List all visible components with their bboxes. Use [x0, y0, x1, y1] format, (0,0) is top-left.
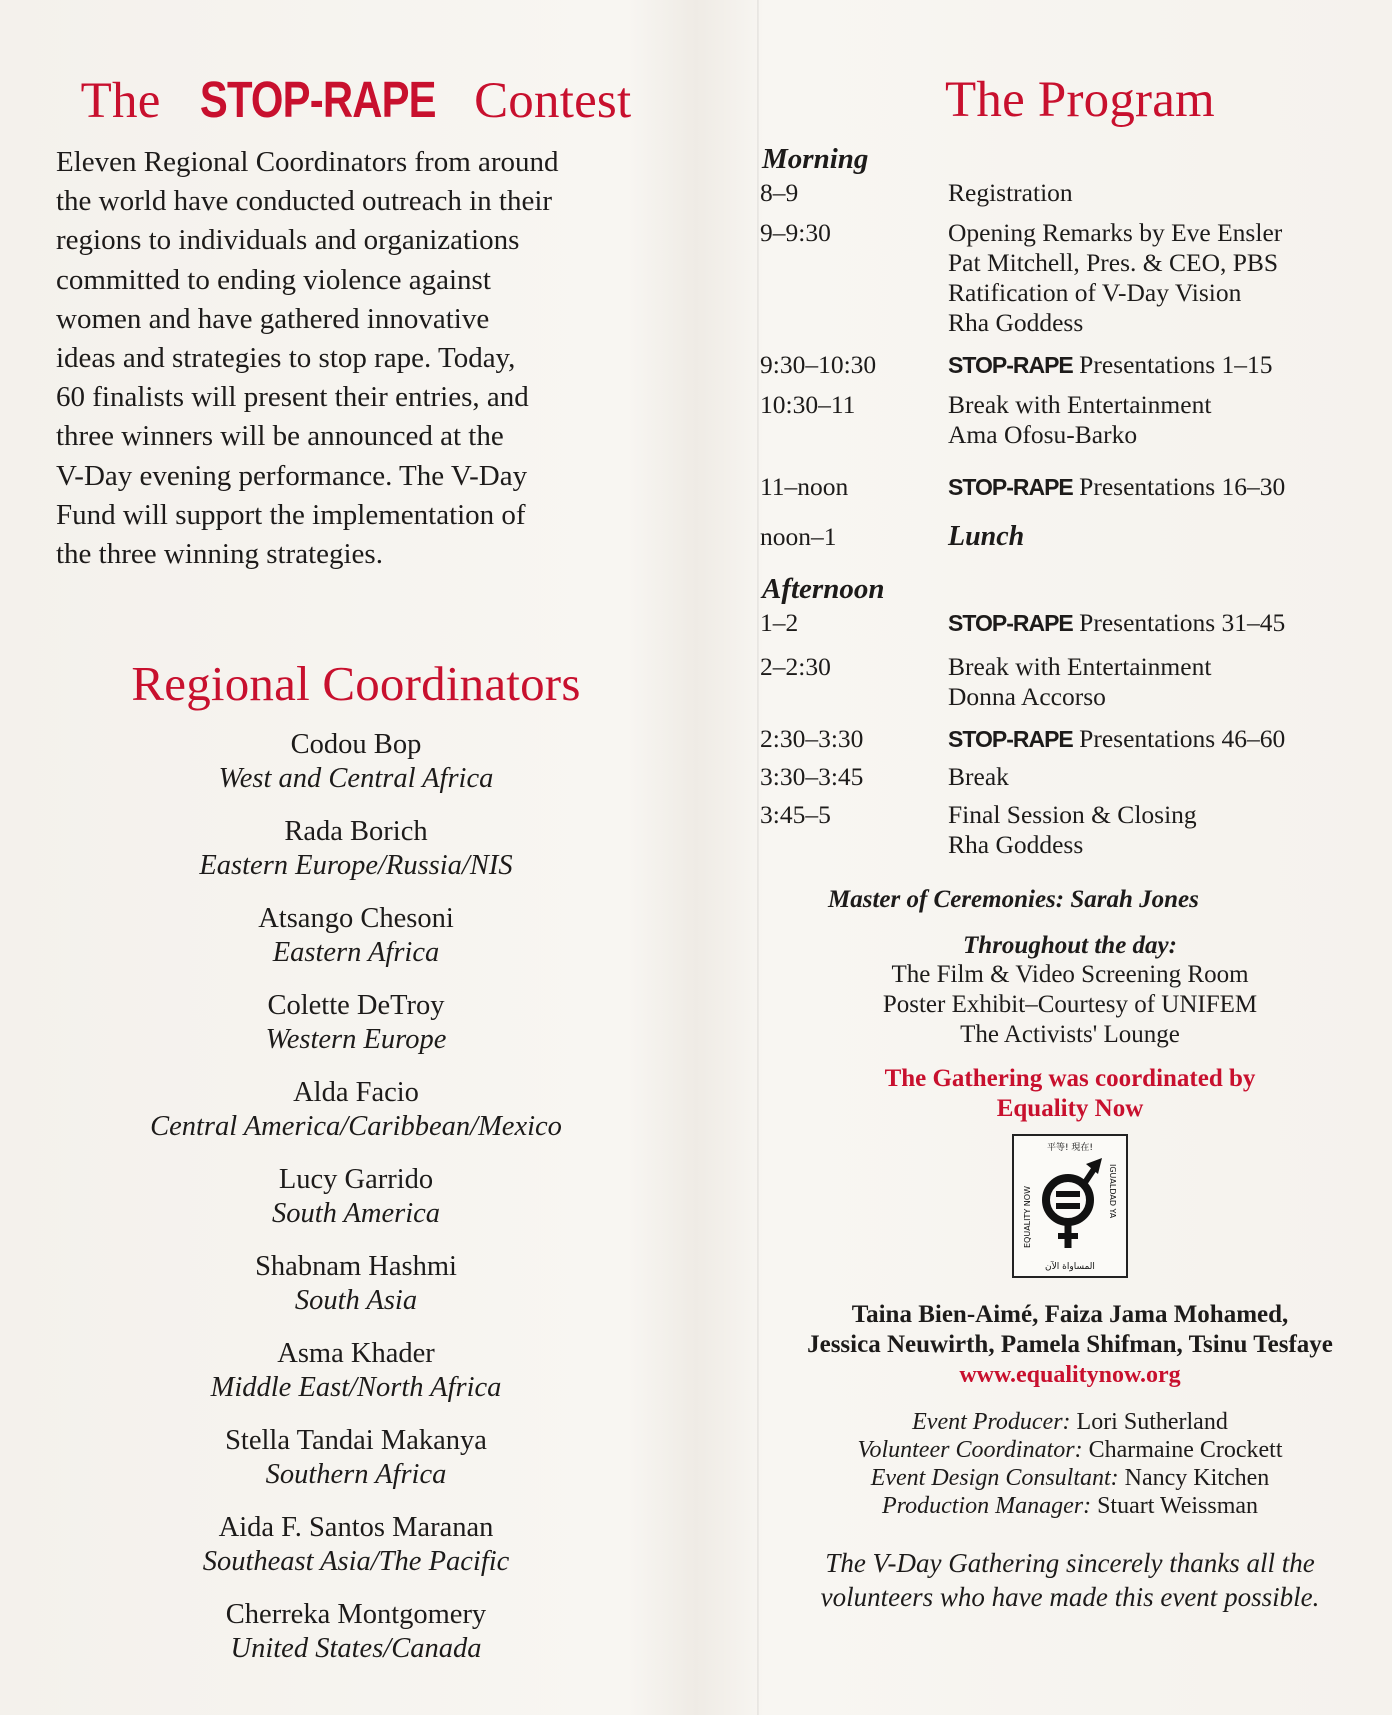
coordinator-item: [56, 989, 656, 1057]
contest-title-brand: STOP-RAPE: [199, 71, 436, 128]
coordinator-name: Cherreka Montgomery: [225, 1599, 487, 1631]
schedule-line: Break: [948, 762, 1009, 791]
schedule-line: Break with Entertainment: [948, 390, 1212, 419]
coordinator-name: Asma Khader: [277, 1338, 435, 1370]
coordinator-item: [56, 1511, 656, 1579]
master-of-ceremonies: Master of Ceremonies: Sarah Jones: [828, 886, 1199, 913]
coordinator-item: [56, 1250, 656, 1318]
throughout-item: The Film & Video Screening Room: [891, 961, 1249, 988]
right-column: [760, 70, 1350, 1614]
schedule-row: [760, 800, 1350, 860]
credit-name: Nancy Kitchen: [1124, 1465, 1270, 1491]
contest-intro: [56, 143, 656, 574]
schedule-row: [760, 350, 1350, 380]
staff-line: Taina Bien-Aimé, Faiza Jama Mohamed,: [851, 1301, 1289, 1328]
intro-line: ideas and strategies to stop rape. Today,: [56, 342, 516, 375]
throughout-item: Poster Exhibit–Courtesy of UNIFEM: [882, 991, 1258, 1018]
stop-rape-label: STOP-RAPE: [948, 610, 1073, 636]
coordinator-item: [56, 1337, 656, 1405]
left-column: [56, 70, 656, 1685]
schedule-time: 10:30–11: [760, 390, 856, 419]
schedule-desc: [948, 724, 1350, 754]
credit-name: Charmaine Crockett: [1088, 1437, 1283, 1463]
schedule-time: 2:30–3:30: [760, 724, 864, 753]
intro-line: three winners will be announced at the: [56, 420, 504, 453]
schedule-desc: [948, 390, 1350, 450]
schedule-row: [760, 652, 1350, 712]
schedule-desc: [948, 608, 1350, 638]
coordinator-item: [56, 902, 656, 970]
schedule-line: [948, 472, 1350, 502]
schedule-row: [760, 762, 1350, 792]
logo-bottom-text: المساواة الآن: [1045, 1262, 1095, 1272]
schedule-line: Donna Accorso: [948, 682, 1106, 711]
schedule-row: [760, 218, 1350, 338]
schedule-time: 9–9:30: [760, 218, 831, 247]
intro-line: Fund will support the implementation of: [56, 498, 526, 531]
schedule-row: [760, 390, 1350, 450]
contest-title: [56, 70, 656, 131]
schedule-line: Pat Mitchell, Pres. & CEO, PBS: [948, 248, 1279, 277]
equality-symbol-icon: [1014, 1136, 1126, 1276]
stop-rape-label: STOP-RAPE: [948, 474, 1073, 500]
credit-role: Production Manager:: [881, 1493, 1092, 1519]
logo-right-text: IGUALDAD YA: [1108, 1164, 1117, 1219]
intro-line: committed to ending violence against: [56, 263, 491, 296]
schedule-time: 9:30–10:30: [760, 350, 877, 379]
schedule-time: 8–9: [760, 178, 799, 207]
schedule-line: Rha Goddess: [948, 830, 1084, 859]
coordinator-name: Atsango Chesoni: [258, 903, 454, 935]
schedule-time: noon–1: [760, 522, 837, 551]
thanks-note: [790, 1546, 1350, 1614]
schedule-desc: [948, 800, 1350, 860]
schedule-time: 1–2: [760, 608, 799, 637]
equality-now-logo: [1012, 1134, 1128, 1278]
coordinator-item: [56, 815, 656, 883]
credit-line: [790, 1464, 1350, 1492]
credit-role: Event Producer:: [912, 1409, 1071, 1435]
schedule-line: [948, 350, 1350, 380]
stop-rape-label: STOP-RAPE: [948, 726, 1073, 752]
schedule-line: Final Session & Closing: [948, 800, 1197, 829]
coordinator-region: United States/Canada: [230, 1633, 482, 1665]
coordinator-region: West and Central Africa: [218, 763, 494, 795]
credit-role: Event Design Consultant:: [870, 1465, 1119, 1491]
schedule-desc: [948, 350, 1350, 380]
throughout-title: Throughout the day:: [963, 932, 1177, 959]
coordinators-title: Regional Coordinators: [131, 656, 581, 712]
intro-line: women and have gathered innovative: [56, 302, 490, 335]
stop-rape-label: STOP-RAPE: [948, 352, 1073, 378]
schedule-time: 2–2:30: [760, 652, 831, 681]
schedule-row: [760, 608, 1350, 638]
coordinator-name: Shabnam Hashmi: [255, 1251, 457, 1283]
schedule-time: 3:30–3:45: [760, 762, 864, 791]
coordinator-name: Aida F. Santos Maranan: [218, 1512, 494, 1544]
throughout-item: The Activists' Lounge: [960, 1021, 1180, 1048]
credit-line: [790, 1436, 1350, 1464]
schedule-line: Rha Goddess: [948, 308, 1084, 337]
coordinator-item: [56, 1076, 656, 1144]
intro-line: Eleven Regional Coordinators from around: [56, 146, 559, 178]
credit-name: Lori Sutherland: [1076, 1409, 1228, 1435]
contest-title-prefix: The: [80, 73, 161, 129]
coordinator-region: Eastern Africa: [272, 937, 440, 969]
gathering-line: The Gathering was coordinated by: [884, 1065, 1256, 1092]
schedule-line: [948, 608, 1350, 638]
schedule-desc: [948, 522, 1350, 552]
website-link[interactable]: www.equalitynow.org: [959, 1362, 1181, 1388]
intro-line: the three winning strategies.: [56, 538, 383, 571]
credit-line: [790, 1408, 1350, 1436]
program-title: The Program: [945, 72, 1215, 128]
schedule-row: [760, 178, 1350, 208]
coordinator-name: Stella Tandai Makanya: [225, 1425, 487, 1457]
coordinator-item: [56, 728, 656, 796]
intro-line: 60 finalists will present their entries, and: [56, 381, 529, 414]
coordinator-region: Southeast Asia/The Pacific: [202, 1546, 510, 1578]
credit-role: Volunteer Coordinator:: [857, 1437, 1083, 1463]
logo-left-text: EQUALITY NOW: [1023, 1185, 1032, 1248]
credit-line: [790, 1492, 1350, 1520]
thanks-line: volunteers who have made this event possible.: [820, 1582, 1320, 1612]
schedule-line: Ratification of V-Day Vision: [948, 278, 1242, 307]
coordinator-name: Rada Borich: [284, 816, 428, 848]
coordinator-region: South America: [271, 1198, 441, 1230]
staff-line: Jessica Neuwirth, Pamela Shifman, Tsinu Tesfaye: [807, 1331, 1333, 1358]
coordinators-list: [56, 728, 656, 1666]
coordinator-name: Colette DeTroy: [267, 990, 445, 1022]
schedule-line-text: Presentations 31–45: [1079, 608, 1286, 637]
staff-names: [790, 1300, 1350, 1360]
schedule-time: 3:45–5: [760, 800, 831, 829]
schedule-time: 11–noon: [760, 472, 849, 501]
contest-title-suffix: Contest: [474, 73, 632, 129]
coordinator-region: Middle East/North Africa: [210, 1372, 502, 1404]
schedule-line: Ama Ofosu-Barko: [948, 420, 1138, 449]
coordinator-region: Central America/Caribbean/Mexico: [150, 1111, 562, 1143]
morning-heading: Morning: [762, 143, 869, 175]
schedule-desc: [948, 178, 1350, 208]
throughout-block: [790, 932, 1350, 1614]
credits-list: [790, 1408, 1350, 1520]
schedule-row: [760, 724, 1350, 754]
schedule-desc: [948, 472, 1350, 502]
coordinator-name: Alda Facio: [293, 1077, 419, 1109]
page-fold: [757, 0, 759, 1715]
coordinator-item: [56, 1163, 656, 1231]
afternoon-heading: Afternoon: [762, 573, 885, 605]
schedule-line-text: Presentations 46–60: [1079, 724, 1286, 753]
coordinator-region: Southern Africa: [265, 1459, 447, 1491]
coordinator-region: South Asia: [294, 1285, 418, 1317]
coordinator-region: Eastern Europe/Russia/NIS: [199, 850, 513, 882]
coordinator-name: Lucy Garrido: [278, 1164, 434, 1196]
schedule-line: Break with Entertainment: [948, 652, 1212, 681]
coordinator-name: Codou Bop: [290, 729, 422, 761]
intro-line: regions to individuals and organizations: [56, 224, 520, 257]
schedule-desc: [948, 218, 1350, 338]
schedule-line-text: Presentations 16–30: [1079, 472, 1286, 501]
gathering-coordinated: [790, 1064, 1350, 1124]
lunch-label: Lunch: [948, 521, 1025, 552]
coordinator-item: [56, 1424, 656, 1492]
schedule-desc: [948, 652, 1350, 712]
credit-name: Stuart Weissman: [1097, 1493, 1259, 1519]
schedule-line: [948, 724, 1350, 754]
intro-line: the world have conducted outreach in their: [56, 185, 553, 218]
coordinator-item: [56, 1598, 656, 1666]
schedule-row: [760, 472, 1350, 502]
gathering-line: Equality Now: [996, 1095, 1144, 1122]
schedule-line: Registration: [948, 178, 1073, 207]
schedule-line-text: Presentations 1–15: [1079, 350, 1273, 379]
schedule-desc: [948, 762, 1350, 792]
schedule-row-lunch: [760, 522, 1350, 552]
logo-top-text: 平等! 現在!: [1046, 1143, 1094, 1153]
coordinator-region: Western Europe: [265, 1024, 447, 1056]
thanks-line: The V-Day Gathering sincerely thanks all the: [825, 1548, 1315, 1578]
schedule-line: Opening Remarks by Eve Ensler: [948, 218, 1283, 247]
intro-line: V-Day evening performance. The V-Day: [56, 459, 528, 492]
